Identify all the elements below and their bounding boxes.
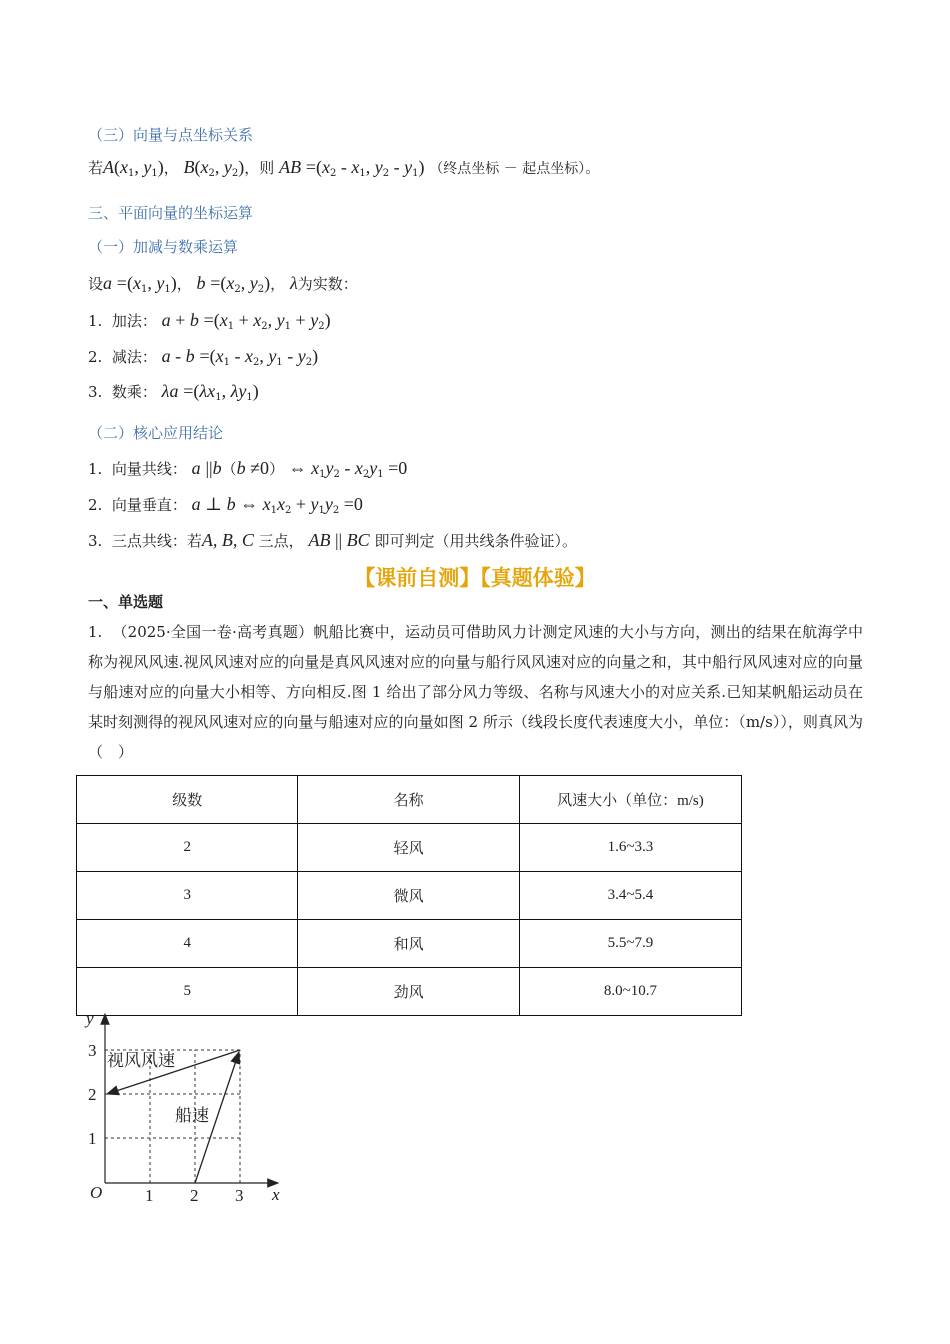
table-cell: 3	[77, 872, 298, 920]
table-cell: 轻风	[298, 824, 519, 872]
setup-line: 设$a =(x_1$, $y_1$)， $b =(x_2$, $y_2$)， λ为实数：	[88, 273, 358, 295]
table-row	[77, 920, 742, 968]
formula-coord-relation: 若$A(x_1$, $y_1$)， $B(x_2$, $y_2$)，则 AB $=(x_2 - x_1$, $y_2 - y_1$) （终点坐标 － 起点坐标）。	[88, 157, 600, 179]
x-tick-label: 3	[235, 1186, 244, 1205]
table-cell: 2	[77, 824, 298, 872]
question-1	[88, 617, 863, 767]
table-row	[77, 824, 742, 872]
table-header: 级数	[77, 776, 298, 824]
banner-pretest: 【课前自测】【真题体验】	[354, 566, 596, 590]
boat-speed-label: 船速	[175, 1106, 209, 1126]
op-subtraction: 2. 减法： $a - b =(x_1 - x_2$, $y_1 - y_2$)	[88, 346, 319, 368]
subsection-title-applications: （二）核心应用结论	[88, 424, 224, 442]
table-cell: 1.6~3.3	[519, 824, 741, 872]
table-cell: 4	[77, 920, 298, 968]
vector-figure	[80, 1008, 290, 1208]
table-cell: 3.4~5.4	[519, 872, 741, 920]
x-tick-label: 2	[190, 1186, 199, 1205]
table-header: 名称	[298, 776, 519, 824]
origin-label: O	[90, 1183, 103, 1202]
y-tick-label: 1	[88, 1129, 97, 1148]
table-cell: 微风	[298, 872, 519, 920]
y-tick-label: 2	[88, 1085, 97, 1104]
x-tick-label: 1	[145, 1186, 154, 1205]
table-header: 风速大小（单位：m/s)	[519, 776, 741, 824]
conclusion-perpendicular: 2. 向量垂直： a ⊥ b ⇔ $x_1x_2 + y_1y_2 =0$	[88, 494, 363, 516]
table-header-row	[77, 776, 742, 824]
table-cell: 8.0~10.7	[519, 968, 741, 1016]
table-cell: 5	[77, 968, 298, 1016]
part-title-coord-operations: 三、平面向量的坐标运算	[88, 204, 254, 222]
conclusion-collinear: 1. 向量共线： a ||b（b ≠0） ⇔ $x_1y_2 - x_2y_1 =0$	[88, 458, 408, 480]
wind-table	[76, 775, 742, 1016]
x-axis-label: x	[272, 1185, 280, 1204]
op-scalar: 3. 数乘： $\lambda a =(\lambda x_1$, $\lambda y_1$)	[88, 381, 259, 403]
table-cell: 5.5~7.9	[519, 920, 741, 968]
subsection-title-add-scale: （一）加减与数乘运算	[88, 238, 239, 256]
apparent-wind-label: 视风风速	[107, 1051, 175, 1071]
op-addition: 1. 加法： $a + b =(x_1 + x_2$, $y_1 + y_2$)	[88, 310, 331, 332]
table-cell: 和风	[298, 920, 519, 968]
section-title-coord-relation: （三）向量与点坐标关系	[88, 126, 254, 144]
y-tick-label: 3	[88, 1041, 97, 1060]
question-text: （2025·全国一卷·高考真题）帆船比赛中，运动员可借助风力计测定风速的大小与方向，测出的结果在航海学中称为视风风速.视风风速对应的向量是真风风速对应的向量与船行风风速对应的向量之和，其中船行风风速对应的向量与船速对应的向量大小相等、方向相反.图 1 给出了部分风力等级、名称与风速大小的对应关系.已知某帆船运动员在某时刻测得的视风风速对应的向量与船速对应的向量如图 2 所示（线段长度代表速度大小，单位：（m/s）），则真风为（ ）	[88, 623, 863, 761]
table-row	[77, 872, 742, 920]
conclusion-three-points: 3. 三点共线：若A, B, C 三点， AB || BC 即可判定（用共线条件验证）。	[88, 530, 577, 550]
table-cell: 劲风	[298, 968, 519, 1016]
section-title-single-choice: 一、单选题	[88, 593, 164, 611]
question-number: 1.	[88, 623, 103, 641]
y-axis-label: y	[86, 1009, 94, 1028]
